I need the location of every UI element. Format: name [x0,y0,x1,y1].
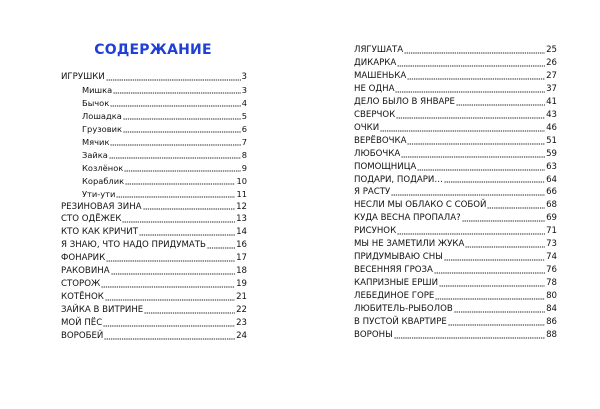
entry-title: СВЕРЧОК [354,109,396,120]
toc-entry[interactable] [61,162,247,175]
toc-entry[interactable] [61,330,247,343]
dot-leader [110,105,240,107]
entry-page: 78 [546,278,557,289]
dot-leader [454,311,545,313]
toc-entry[interactable] [354,199,557,212]
entry-title: ЛЕБЕДИНОЕ ГОРЕ [354,291,435,302]
entry-title: СТО ОДЁЖЕК [61,214,122,225]
toc-entry[interactable] [354,212,557,225]
entry-page: 7 [241,136,247,147]
dot-leader [407,143,545,145]
dot-leader [396,117,545,119]
toc-entry[interactable] [61,149,247,162]
entry-title: ИГРУШКИ [61,72,105,82]
dot-leader [116,196,235,198]
entry-page: 76 [546,265,557,276]
entry-title: НЕСЛИ МЫ ОБЛАКО С СОБОЙ [354,200,487,211]
dot-leader [123,131,241,133]
toc-left-column [61,71,247,343]
entry-page: 86 [546,317,557,328]
entry-page: 73 [546,239,557,250]
dot-leader [465,246,545,248]
entry-title: СТОРОЖ [61,279,101,290]
toc-entry[interactable] [354,174,557,187]
entry-title: Кораблик [82,175,125,186]
dot-leader [144,312,235,314]
entry-title: ПРИДУМЫВАЮ СНЫ [354,252,443,263]
toc-entry[interactable] [61,304,247,317]
entry-title: МЫ НЕ ЗАМЕТИЛИ ЖУКА [354,239,465,250]
toc-entry[interactable] [61,239,247,252]
entry-page: 26 [546,57,557,68]
toc-entry[interactable] [61,226,247,239]
dot-leader [106,260,235,262]
entry-title: ОЧКИ [354,122,380,133]
entry-title: РАКОВИНА [61,266,110,277]
dot-leader [439,285,545,287]
toc-entry[interactable] [354,238,557,251]
entry-title: КТО КАК КРИЧИТ [61,227,138,238]
toc-entry[interactable] [61,265,247,278]
dot-leader [106,79,241,81]
entry-title: ВЕРЁВОЧКА [354,135,407,146]
toc-entry[interactable] [61,136,247,149]
entry-title: КАПРИЗНЫЕ ЕРШИ [354,278,438,289]
dot-leader [435,298,545,300]
toc-entry[interactable] [354,161,557,174]
entry-page: 88 [546,329,557,340]
toc-entry[interactable] [354,277,557,290]
dot-leader [111,273,235,275]
dot-leader [113,92,240,94]
entry-title: ВОРОНЫ [354,329,393,340]
toc-entry[interactable] [61,97,247,110]
entry-title: РЕЗИНОВАЯ ЗИНА [61,201,142,212]
dot-leader [109,157,241,159]
entry-page: 18 [236,266,247,277]
dot-leader [139,234,235,236]
entry-title: МАШЕНЬКА [354,70,407,81]
dot-leader [380,130,545,132]
dot-leader [110,144,240,146]
toc-entry[interactable] [354,122,557,135]
entry-page: 3 [241,84,247,95]
toc-entry[interactable] [354,70,557,83]
entry-title: Бычок [82,97,110,108]
entry-page: 63 [546,161,557,172]
entry-title: Лошадка [82,110,122,121]
entry-title: РИСУНОК [354,226,397,237]
toc-entry[interactable] [354,148,557,161]
entry-title: ВОРОБЕЙ [61,331,104,342]
entry-page: 41 [546,96,557,107]
entry-page: 6 [241,123,247,134]
toc-entry[interactable] [61,291,247,304]
entry-page: 25 [546,45,557,55]
toc-entry[interactable] [61,71,247,84]
toc-entry[interactable] [61,213,247,226]
toc-entry[interactable] [61,188,247,201]
dot-leader [444,181,545,183]
entry-page: 10 [236,175,247,186]
entry-title: ДЕЛО БЫЛО В ЯНВАРЕ [354,96,455,107]
dot-leader [462,220,545,222]
entry-page: 13 [236,214,247,225]
entry-title: МОЙ ПЁС [61,318,103,329]
entry-title: ЛЯГУШАТА [354,45,404,55]
dot-leader [456,104,545,106]
dot-leader [448,324,545,326]
toc-entry[interactable] [354,225,557,238]
entry-page: 46 [546,122,557,133]
entry-title: КОТЁНОК [61,292,104,303]
toc-entry[interactable] [354,329,557,342]
toc-entry[interactable] [354,290,557,303]
entry-page: 71 [546,226,557,237]
toc-entry[interactable] [354,186,557,199]
entry-page: 21 [236,292,247,303]
entry-title: Я ЗНАЮ, ЧТО НАДО ПРИДУМАТЬ [61,240,206,251]
toc-entry[interactable] [354,264,557,277]
entry-page: 51 [546,135,557,146]
entry-page: 19 [236,279,247,290]
dot-leader [207,247,235,249]
entry-page: 43 [546,109,557,120]
entry-title: ЗАЙКА В ВИТРИНЕ [61,305,144,316]
entry-page: 17 [236,253,247,264]
dot-leader [394,337,545,339]
dot-leader [434,272,545,274]
dot-leader [391,194,545,196]
entry-title: КУДА ВЕСНА ПРОПАЛА? [354,213,461,224]
entry-page: 74 [546,252,557,263]
dot-leader [125,183,235,185]
entry-title: Грузовик [82,123,123,134]
entry-title: Я РАСТУ [354,187,391,198]
dot-leader [104,338,235,340]
entry-page: 14 [236,227,247,238]
toc-title: СОДЕРЖАНИЕ [94,42,212,58]
toc-entry[interactable] [354,96,557,109]
toc-entry[interactable] [61,110,247,123]
entry-title: ВЕСЕННЯЯ ГРОЗА [354,265,433,276]
toc-entry[interactable] [61,252,247,265]
entry-title: ЛЮБОЧКА [354,148,401,159]
toc-right-column [354,44,557,342]
toc-entry[interactable] [354,251,557,264]
entry-page: 27 [546,70,557,81]
entry-page: 80 [546,291,557,302]
entry-page: 66 [546,187,557,198]
entry-page: 8 [241,149,247,160]
toc-entry[interactable] [354,303,557,316]
entry-page: 3 [241,72,247,82]
entry-page: 12 [236,201,247,212]
dot-leader [122,221,235,223]
dot-leader [124,170,240,172]
entry-page: 64 [546,174,557,185]
dot-leader [417,169,545,171]
dot-leader [401,156,545,158]
entry-title: ФОНАРИК [61,253,106,264]
entry-title: Ути-ути [82,188,116,199]
entry-title: ДИКАРКА [354,57,397,68]
entry-page: 37 [546,83,557,94]
dot-leader [397,65,545,67]
entry-page: 16 [236,240,247,251]
entry-page: 68 [546,200,557,211]
entry-page: 9 [241,162,247,173]
toc-entry[interactable] [61,317,247,330]
entry-title: ПОМОЩНИЦА [354,161,417,172]
entry-page: 4 [241,97,247,108]
dot-leader [487,207,545,209]
entry-page: 69 [546,213,557,224]
entry-page: 11 [236,188,247,199]
toc-entry[interactable] [354,83,557,96]
toc-entry[interactable] [354,57,557,70]
entry-page: 22 [236,305,247,316]
entry-title: ЛЮБИТЕЛЬ-РЫБОЛОВ [354,304,453,315]
entry-title: В ПУСТОЙ КВАРТИРЕ [354,317,447,328]
dot-leader [143,208,236,210]
entry-title: Мишка [82,84,113,95]
toc-entry[interactable] [354,44,557,57]
entry-page: 84 [546,304,557,315]
toc-entry[interactable] [61,123,247,136]
entry-title: Козлёнок [82,162,124,173]
entry-page: 5 [241,110,247,121]
dot-leader [404,52,545,54]
toc-entry[interactable] [61,201,247,214]
dot-leader [101,286,235,288]
toc-entry[interactable] [354,135,557,148]
dot-leader [444,259,545,261]
dot-leader [123,118,241,120]
dot-leader [103,325,235,327]
entry-title: Мячик [82,136,110,147]
toc-entry[interactable] [354,316,557,329]
entry-page: 24 [236,331,247,342]
dot-leader [105,299,235,301]
dot-leader [395,91,545,93]
dot-leader [397,233,545,235]
entry-title: Зайка [82,149,108,160]
toc-entry[interactable] [354,109,557,122]
toc-entry[interactable] [61,175,247,188]
entry-page: 59 [546,148,557,159]
dot-leader [407,78,545,80]
entry-title: НЕ ОДНА [354,83,395,94]
entry-page: 23 [236,318,247,329]
entry-title: ПОДАРИ, ПОДАРИ… [354,174,443,185]
toc-entry[interactable] [61,84,247,97]
toc-entry[interactable] [61,278,247,291]
